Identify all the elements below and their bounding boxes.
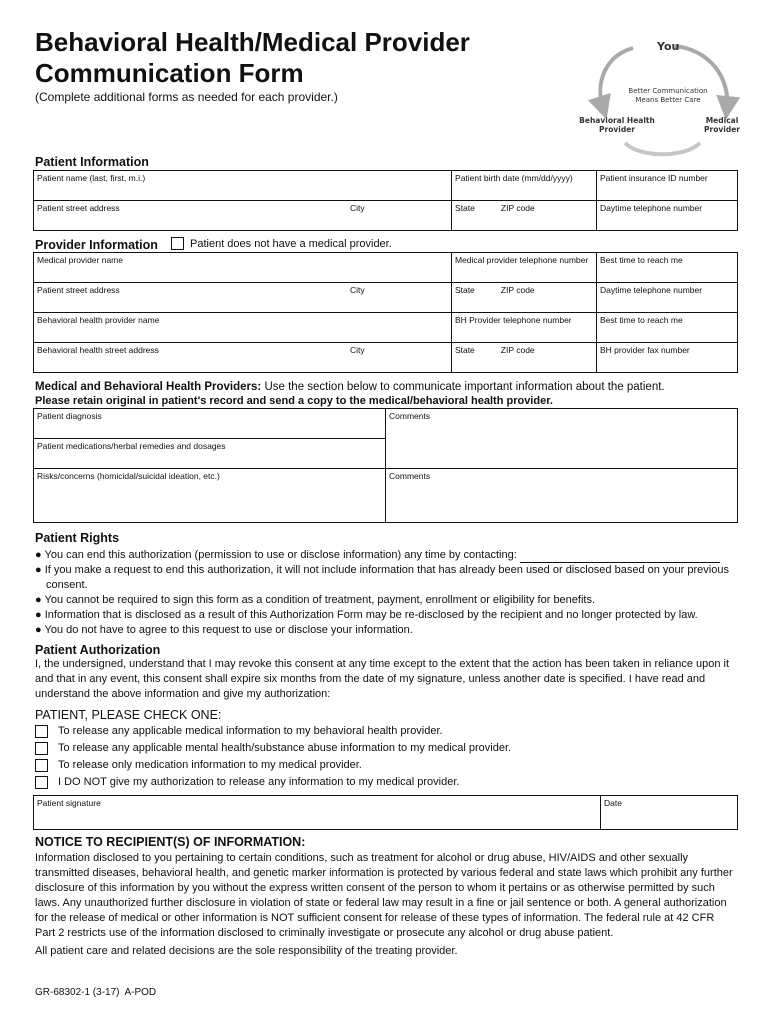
provider-state-zip-field[interactable] (451, 283, 596, 313)
diagnosis-label: Patient diagnosis (37, 411, 102, 421)
bh-street-label: Behavioral health street address (37, 345, 159, 355)
patient-signature-field[interactable] (34, 796, 601, 830)
logo-left-line1: Behavioral Health (579, 116, 655, 125)
comments2-field[interactable] (386, 469, 738, 523)
communication-intro-text: Use the section below to communicate important information about the patient. (264, 381, 665, 393)
rights-item (35, 563, 740, 593)
release-option-4-checkbox[interactable] (35, 776, 48, 789)
logo-right-line2: Provider (704, 125, 740, 134)
provider-city-label: City (350, 285, 365, 295)
logo-center-line2: Means Better Care (635, 96, 701, 104)
form-code: GR-68302-1 (3-17) A-POD (35, 987, 157, 998)
rights-list (35, 548, 740, 638)
responsibility-text: All patient care and related decisions are the sole responsibility of the treating provider. (35, 945, 458, 957)
signature-table (33, 795, 738, 830)
provider-phone-label: Daytime telephone number (600, 285, 703, 295)
patient-info-heading: Patient Information (35, 155, 149, 169)
patient-street-field[interactable] (34, 201, 348, 231)
patient-city-field[interactable] (347, 201, 452, 231)
release-option-4-label: I DO NOT give my authorization to release any information to my medical provider. (58, 776, 460, 788)
rights-item (35, 548, 740, 563)
bh-state-label: State (454, 345, 475, 355)
authorization-heading: Patient Authorization (35, 643, 161, 657)
communication-cycle-logo (575, 38, 740, 158)
form-title-line1: Behavioral Health/Medical Provider (35, 27, 470, 57)
logo-center-line1: Better Communication (628, 87, 708, 95)
bh-fax-label: BH provider fax number (600, 345, 690, 355)
release-option-3-label: To release only medication information to my medical provider. (58, 759, 362, 771)
bh-provider-phone-field[interactable] (451, 313, 596, 343)
best-time-label: Best time to reach me (600, 255, 683, 265)
bh-street-field[interactable] (34, 343, 348, 373)
patient-street-label: Patient street address (37, 203, 120, 213)
patient-phone-field[interactable] (597, 201, 738, 231)
medical-provider-name-field[interactable] (34, 253, 452, 283)
medical-provider-name-label: Medical provider name (37, 255, 123, 265)
medical-provider-phone-field[interactable] (451, 253, 596, 283)
medications-label: Patient medications/herbal remedies and dosages (37, 441, 226, 451)
authorization-text: I, the undersigned, understand that I may revoke this consent at any time except to the extent that the action has been taken in reliance upon it and that in any event, this consent shall expire six months from the date of my signature, unless another date is specified. I have read and understand the above information and give my authorization: (35, 658, 730, 700)
notice-heading: NOTICE TO RECIPIENT(S) OF INFORMATION: (35, 835, 306, 849)
bullet-icon: ● (35, 549, 42, 561)
release-option-1[interactable] (35, 722, 443, 740)
form-title (35, 27, 470, 89)
patient-state-label: State (455, 203, 475, 213)
patient-state-zip-field[interactable] (452, 201, 597, 231)
patient-birth-date-label: Patient birth date (mm/dd/yyyy) (455, 173, 573, 183)
release-option-1-checkbox[interactable] (35, 725, 48, 738)
patient-insurance-field[interactable] (597, 171, 738, 201)
best-time-field[interactable] (597, 253, 738, 283)
provider-patient-street-label: Patient street address (37, 285, 120, 295)
logo-you: You (657, 40, 680, 53)
communication-heading: Medical and Behavioral Health Providers: (35, 381, 262, 393)
retain-instruction: Please retain original in patient's record and send a copy to the medical/behavioral health provider. (35, 395, 553, 407)
signature-date-label: Date (604, 798, 622, 808)
release-option-2[interactable] (35, 739, 511, 757)
bh-provider-name-field[interactable] (34, 313, 452, 343)
comments2-label: Comments (389, 471, 431, 481)
risks-label: Risks/concerns (homicidal/suicidal ideation, etc.) (37, 471, 220, 481)
release-option-3[interactable] (35, 756, 362, 774)
provider-phone-field[interactable] (597, 283, 738, 313)
medications-field[interactable] (34, 439, 386, 469)
rights-item-text: If you make a request to end this authorization, it will not include information that has already been used or disclosed based on your previous consent. (44, 564, 729, 591)
bh-provider-name-label: Behavioral health provider name (37, 315, 160, 325)
provider-info-table (33, 252, 738, 373)
contact-line[interactable] (520, 552, 720, 563)
logo-right-line1: Medical (705, 116, 739, 125)
comments1-field[interactable] (386, 409, 738, 469)
patient-info-table (33, 170, 738, 231)
communication-table (33, 408, 738, 523)
rights-item-text: You do not have to agree to this request to use or disclose your information. (44, 624, 413, 636)
bh-city-field[interactable] (347, 343, 451, 373)
logo-left-line2: Provider (599, 125, 635, 134)
bullet-icon: ● (35, 564, 42, 576)
medical-provider-phone-label: Medical provider telephone number (454, 255, 589, 265)
patient-name-field[interactable] (34, 171, 452, 201)
bh-best-time-field[interactable] (597, 313, 738, 343)
patient-name-label: Patient name (last, first, m.i.) (37, 173, 146, 183)
provider-zip-label: ZIP code (500, 285, 535, 295)
bh-zip-label: ZIP code (500, 345, 535, 355)
bh-fax-field[interactable] (597, 343, 738, 373)
comments1-label: Comments (389, 411, 431, 421)
rights-heading: Patient Rights (35, 531, 120, 545)
release-option-3-checkbox[interactable] (35, 759, 48, 772)
diagnosis-field[interactable] (34, 409, 386, 439)
arrow-left-icon (600, 48, 633, 108)
rights-item-text: Information that is disclosed as a result of this Authorization Form may be re-disclosed by the recipient and no longer protected by law. (44, 609, 698, 621)
patient-zip-label: ZIP code (500, 203, 535, 213)
notice-text: Information disclosed to you pertaining to certain conditions, such as treatment for alcohol or drug abuse, HIV/AIDS and other sexually transmitted diseases, behavioral health, and genetic marker information is protected by various federal and state laws which prohibit any further disclosure of this information by you without the express written consent of the person to whom it pertains or as otherwise permitted by such laws. Any unauthorized further disclosure in violation of state or federal law may result in a fine or jail sentence or both. A general authorization for the release of medical or other information is NOT sufficient consent for release of these types of information. The federal rule at 42 CFR Part 2 restricts use of the information disclosed to criminally investigate or prosecute any alcohol or drug abuse patient. (35, 852, 733, 939)
provider-patient-street-field[interactable] (34, 283, 348, 313)
no-provider-label: Patient does not have a medical provider. (190, 237, 392, 250)
no-provider-option[interactable] (171, 237, 392, 250)
form-subtitle: (Complete additional forms as needed for each provider.) (35, 90, 338, 104)
bh-state-zip-field[interactable] (451, 343, 596, 373)
provider-state-label: State (454, 285, 475, 295)
bh-best-time-label: Best time to reach me (600, 315, 683, 325)
rights-item (35, 623, 740, 638)
patient-city-label: City (350, 203, 365, 213)
rights-item (35, 593, 740, 608)
bullet-icon: ● (35, 609, 42, 621)
check-one-heading: PATIENT, PLEASE CHECK ONE: (35, 708, 222, 722)
patient-birth-date-field[interactable] (452, 171, 597, 201)
bullet-icon: ● (35, 594, 42, 606)
signature-date-field[interactable] (601, 796, 738, 830)
communication-intro (35, 381, 665, 393)
bullet-icon: ● (35, 624, 42, 636)
rights-item-text: You cannot be required to sign this form as a condition of treatment, payment, enrollment or eligibility for benefits. (44, 594, 596, 606)
release-option-2-label: To release any applicable mental health/substance abuse information to my medical provider. (58, 742, 512, 754)
arrow-bottom-icon (625, 143, 700, 154)
rights-item (35, 608, 740, 623)
bh-city-label: City (350, 345, 365, 355)
patient-insurance-label: Patient insurance ID number (600, 173, 708, 183)
rights-item-text: You can end this authorization (permission to use or disclose information) any time by contacting: (44, 549, 517, 561)
release-option-2-checkbox[interactable] (35, 742, 48, 755)
bh-provider-phone-label: BH Provider telephone number (454, 315, 572, 325)
patient-signature-label: Patient signature (37, 798, 101, 808)
release-option-1-label: To release any applicable medical information to my behavioral health provider. (58, 725, 443, 737)
release-option-4[interactable] (35, 773, 459, 791)
risks-field[interactable] (34, 469, 386, 523)
no-provider-checkbox[interactable] (171, 237, 184, 250)
form-title-line2: Communication Form (35, 58, 304, 88)
provider-city-field[interactable] (347, 283, 451, 313)
patient-phone-label: Daytime telephone number (600, 203, 703, 213)
provider-info-heading: Provider Information (35, 238, 158, 252)
